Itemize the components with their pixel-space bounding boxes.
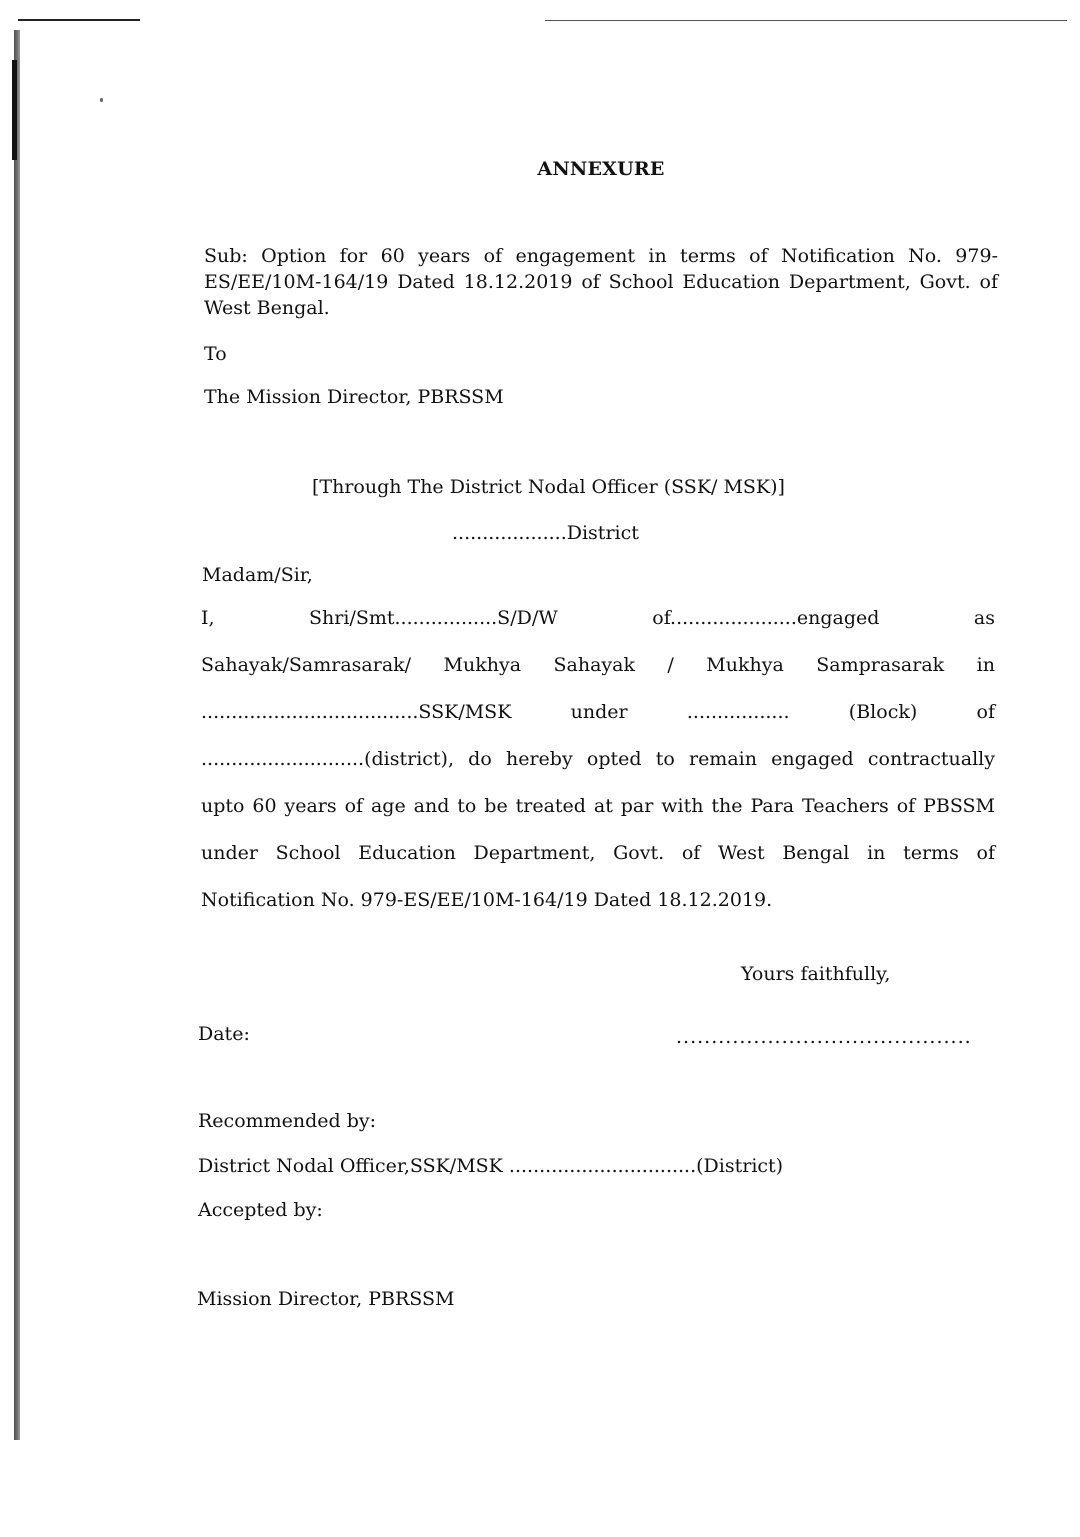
addressee: The Mission Director, PBRSSM [204, 386, 504, 408]
recommended-by-label: Recommended by: [198, 1110, 377, 1132]
body-line-7: Notification No. 979-ES/EE/10M-164/19 Dated 18.12.2019. [201, 889, 773, 911]
mission-director-signatory: Mission Director, PBRSSM [197, 1288, 455, 1310]
body-paragraph [201, 605, 995, 934]
body-word: Sahayak/Samrasarak/ [201, 654, 412, 676]
body-word: I, [201, 607, 215, 629]
accepted-by-label: Accepted by: [198, 1199, 323, 1221]
through-line: [Through The District Nodal Officer (SSK/ MSK)] [312, 476, 785, 498]
district-blank: ...................District [452, 522, 639, 544]
to-label: To [204, 343, 227, 365]
body-word: Mukhya [443, 654, 522, 676]
block-blank: ................. [686, 701, 790, 723]
body-word: as [973, 607, 995, 629]
body-word: (Block) [848, 701, 918, 723]
signature-blank: .......................................... [676, 1026, 972, 1048]
body-word: in [976, 654, 995, 676]
name-blank: Shri/Smt.................S/D/W [309, 607, 558, 629]
body-line-5: upto 60 years of age and to be treated at par with the Para Teachers of PBSSM [201, 795, 995, 817]
body-line-2 [201, 652, 995, 699]
body-line-4: ...........................(district), do hereby opted to remain engaged contractually [201, 748, 995, 770]
body-line-1 [201, 605, 995, 652]
document-title: ANNEXURE [537, 158, 665, 180]
center-blank: ....................................SSK/MSK [201, 701, 512, 723]
body-word: of [976, 701, 995, 723]
body-word: Mukhya [706, 654, 784, 676]
subject-paragraph: Sub: Option for 60 years of engagement in terms of Notification No. 979-ES/EE/10M-164/19 Dated 18.12.2019 of School Education Department, Govt. of West Bengal. [204, 245, 998, 319]
body-word: / [667, 654, 674, 676]
nodal-officer-line: District Nodal Officer,SSK/MSK ...............................(District) [198, 1155, 784, 1177]
body-word: Samprasarak [816, 654, 945, 676]
date-label: Date: [198, 1023, 250, 1045]
body-word: under [570, 701, 628, 723]
closing: Yours faithfully, [741, 963, 891, 985]
salutation: Madam/Sir, [202, 564, 313, 586]
body-word: Sahayak [553, 654, 635, 676]
relation-blank: of.....................engaged [652, 607, 880, 629]
body-line-6: under School Education Department, Govt. of West Bengal in terms of [201, 842, 995, 864]
body-line-3 [201, 699, 995, 746]
